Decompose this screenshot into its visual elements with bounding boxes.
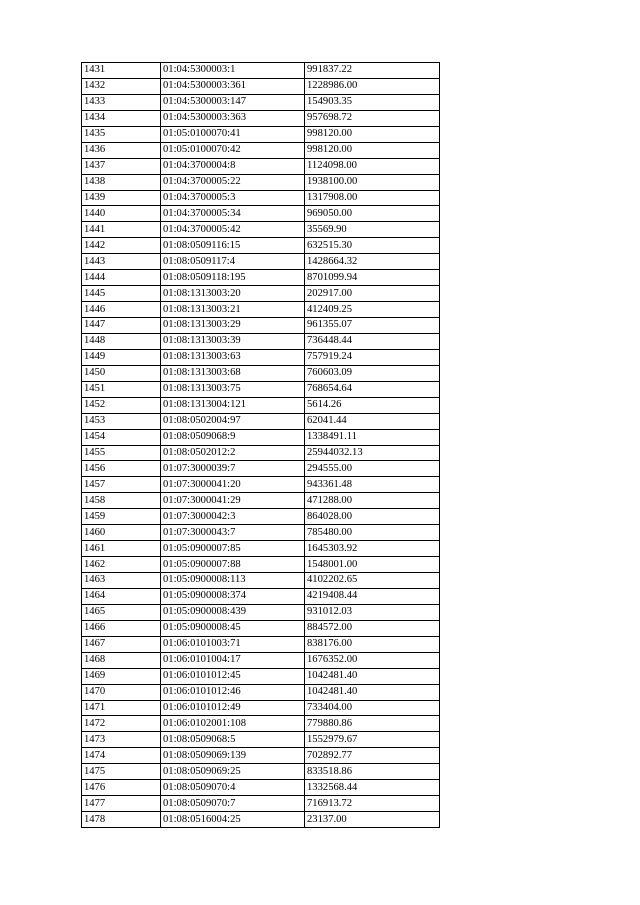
row-number-cell: 1437 <box>82 158 161 174</box>
cadastral-number-cell: 01:06:0102001:108 <box>161 716 305 732</box>
row-number-cell: 1477 <box>82 796 161 812</box>
value-cell: 884572.00 <box>305 620 440 636</box>
value-cell: 1332568.44 <box>305 780 440 796</box>
table-row <box>82 732 440 748</box>
cadastral-number-cell: 01:04:3700005:34 <box>161 206 305 222</box>
value-cell: 864028.00 <box>305 509 440 525</box>
row-number-cell: 1436 <box>82 142 161 158</box>
cadastral-number-cell: 01:06:0101012:45 <box>161 668 305 684</box>
row-number-cell: 1445 <box>82 286 161 302</box>
cadastral-number-cell: 01:08:0509068:5 <box>161 732 305 748</box>
row-number-cell: 1431 <box>82 63 161 79</box>
row-number-cell: 1466 <box>82 620 161 636</box>
table-row <box>82 588 440 604</box>
table-row <box>82 397 440 413</box>
value-cell: 62041.44 <box>305 413 440 429</box>
value-cell: 35569.90 <box>305 222 440 238</box>
cadastral-number-cell: 01:08:1313003:68 <box>161 365 305 381</box>
table-row <box>82 381 440 397</box>
value-cell: 23137.00 <box>305 812 440 828</box>
cadastral-number-cell: 01:08:1313003:63 <box>161 349 305 365</box>
value-cell: 1676352.00 <box>305 652 440 668</box>
value-cell: 785480.00 <box>305 525 440 541</box>
table-row <box>82 63 440 79</box>
table-row <box>82 668 440 684</box>
value-cell: 1938100.00 <box>305 174 440 190</box>
table-row <box>82 142 440 158</box>
row-number-cell: 1446 <box>82 302 161 318</box>
value-cell: 833518.86 <box>305 764 440 780</box>
value-cell: 4102202.65 <box>305 573 440 589</box>
table-row <box>82 190 440 206</box>
cadastral-number-cell: 01:05:0900008:113 <box>161 573 305 589</box>
value-cell: 1428664.32 <box>305 254 440 270</box>
cadastral-number-cell: 01:06:0101012:49 <box>161 700 305 716</box>
value-cell: 1042481.40 <box>305 668 440 684</box>
cadastral-number-cell: 01:05:0900008:45 <box>161 620 305 636</box>
row-number-cell: 1444 <box>82 270 161 286</box>
cadastral-number-cell: 01:05:0100070:41 <box>161 126 305 142</box>
cadastral-number-cell: 01:08:1313004:121 <box>161 397 305 413</box>
value-cell: 760603.09 <box>305 365 440 381</box>
value-cell: 25944032.13 <box>305 445 440 461</box>
row-number-cell: 1452 <box>82 397 161 413</box>
value-cell: 1317908.00 <box>305 190 440 206</box>
table-row <box>82 286 440 302</box>
table-row <box>82 541 440 557</box>
cadastral-number-cell: 01:08:0509117:4 <box>161 254 305 270</box>
value-cell: 998120.00 <box>305 126 440 142</box>
row-number-cell: 1470 <box>82 684 161 700</box>
row-number-cell: 1435 <box>82 126 161 142</box>
row-number-cell: 1462 <box>82 557 161 573</box>
row-number-cell: 1476 <box>82 780 161 796</box>
value-cell: 632515.30 <box>305 238 440 254</box>
row-number-cell: 1467 <box>82 636 161 652</box>
table-row <box>82 222 440 238</box>
cadastral-number-cell: 01:05:0900007:88 <box>161 557 305 573</box>
table-row <box>82 318 440 334</box>
value-cell: 1548001.00 <box>305 557 440 573</box>
value-cell: 969050.00 <box>305 206 440 222</box>
value-cell: 4219408.44 <box>305 588 440 604</box>
value-cell: 957698.72 <box>305 110 440 126</box>
table-row <box>82 461 440 477</box>
cadastral-number-cell: 01:07:3000043:7 <box>161 525 305 541</box>
table-row <box>82 636 440 652</box>
value-cell: 702892.77 <box>305 748 440 764</box>
value-cell: 779880.86 <box>305 716 440 732</box>
value-cell: 1228986.00 <box>305 78 440 94</box>
value-cell: 1124098.00 <box>305 158 440 174</box>
cadastral-number-cell: 01:08:1313003:21 <box>161 302 305 318</box>
table-row <box>82 110 440 126</box>
table-row <box>82 365 440 381</box>
table-row <box>82 620 440 636</box>
table-row <box>82 780 440 796</box>
table-row <box>82 716 440 732</box>
cadastral-number-cell: 01:05:0900008:439 <box>161 604 305 620</box>
cadastral-number-cell: 01:08:1313003:39 <box>161 333 305 349</box>
row-number-cell: 1433 <box>82 94 161 110</box>
table-row <box>82 333 440 349</box>
table-row <box>82 429 440 445</box>
row-number-cell: 1458 <box>82 493 161 509</box>
cadastral-number-cell: 01:08:0509068:9 <box>161 429 305 445</box>
cadastral-number-cell: 01:04:5300003:1 <box>161 63 305 79</box>
table-row <box>82 557 440 573</box>
row-number-cell: 1457 <box>82 477 161 493</box>
value-cell: 8701099.94 <box>305 270 440 286</box>
row-number-cell: 1432 <box>82 78 161 94</box>
row-number-cell: 1471 <box>82 700 161 716</box>
row-number-cell: 1447 <box>82 318 161 334</box>
table-row <box>82 126 440 142</box>
cadastral-number-cell: 01:04:5300003:361 <box>161 78 305 94</box>
row-number-cell: 1463 <box>82 573 161 589</box>
table-row <box>82 796 440 812</box>
value-cell: 471288.00 <box>305 493 440 509</box>
value-cell: 768654.64 <box>305 381 440 397</box>
value-cell: 757919.24 <box>305 349 440 365</box>
table-row <box>82 238 440 254</box>
cadastral-number-cell: 01:08:0502004:97 <box>161 413 305 429</box>
table-row <box>82 94 440 110</box>
cadastral-number-cell: 01:05:0900007:85 <box>161 541 305 557</box>
table-row <box>82 445 440 461</box>
value-cell: 991837.22 <box>305 63 440 79</box>
row-number-cell: 1459 <box>82 509 161 525</box>
cadastral-number-cell: 01:08:1313003:20 <box>161 286 305 302</box>
cadastral-number-cell: 01:08:1313003:29 <box>161 318 305 334</box>
row-number-cell: 1448 <box>82 333 161 349</box>
row-number-cell: 1475 <box>82 764 161 780</box>
cadastral-number-cell: 01:04:3700005:42 <box>161 222 305 238</box>
cadastral-number-cell: 01:04:3700004:8 <box>161 158 305 174</box>
cadastral-number-cell: 01:08:0509116:15 <box>161 238 305 254</box>
table-row <box>82 349 440 365</box>
row-number-cell: 1468 <box>82 652 161 668</box>
value-cell: 998120.00 <box>305 142 440 158</box>
value-cell: 961355.07 <box>305 318 440 334</box>
row-number-cell: 1456 <box>82 461 161 477</box>
cadastral-number-cell: 01:08:0509069:25 <box>161 764 305 780</box>
table-row <box>82 78 440 94</box>
cadastral-number-cell: 01:08:0509070:4 <box>161 780 305 796</box>
table-row <box>82 413 440 429</box>
cadastral-number-cell: 01:08:0509069:139 <box>161 748 305 764</box>
row-number-cell: 1469 <box>82 668 161 684</box>
cadastral-number-cell: 01:04:3700005:22 <box>161 174 305 190</box>
row-number-cell: 1450 <box>82 365 161 381</box>
row-number-cell: 1440 <box>82 206 161 222</box>
table-row <box>82 604 440 620</box>
row-number-cell: 1449 <box>82 349 161 365</box>
table-row <box>82 573 440 589</box>
row-number-cell: 1454 <box>82 429 161 445</box>
row-number-cell: 1438 <box>82 174 161 190</box>
cadastral-number-cell: 01:04:5300003:147 <box>161 94 305 110</box>
row-number-cell: 1472 <box>82 716 161 732</box>
table-row <box>82 812 440 828</box>
row-number-cell: 1455 <box>82 445 161 461</box>
value-cell: 1552979.67 <box>305 732 440 748</box>
value-cell: 931012.03 <box>305 604 440 620</box>
value-cell: 294555.00 <box>305 461 440 477</box>
table-row <box>82 509 440 525</box>
value-cell: 202917.00 <box>305 286 440 302</box>
cadastral-number-cell: 01:05:0900008:374 <box>161 588 305 604</box>
table-row <box>82 684 440 700</box>
table-row <box>82 254 440 270</box>
table-row <box>82 700 440 716</box>
table-row <box>82 302 440 318</box>
cadastral-number-cell: 01:07:3000041:29 <box>161 493 305 509</box>
row-number-cell: 1439 <box>82 190 161 206</box>
cadastral-number-cell: 01:08:1313003:75 <box>161 381 305 397</box>
table-row <box>82 206 440 222</box>
row-number-cell: 1460 <box>82 525 161 541</box>
table-row <box>82 493 440 509</box>
value-cell: 943361.48 <box>305 477 440 493</box>
value-cell: 1645303.92 <box>305 541 440 557</box>
value-cell: 736448.44 <box>305 333 440 349</box>
table-row <box>82 174 440 190</box>
row-number-cell: 1453 <box>82 413 161 429</box>
cadastral-number-cell: 01:08:0502012:2 <box>161 445 305 461</box>
row-number-cell: 1434 <box>82 110 161 126</box>
row-number-cell: 1464 <box>82 588 161 604</box>
cadastral-number-cell: 01:08:0516004:25 <box>161 812 305 828</box>
value-cell: 412409.25 <box>305 302 440 318</box>
table-row <box>82 477 440 493</box>
row-number-cell: 1465 <box>82 604 161 620</box>
cadastral-number-cell: 01:08:0509118:195 <box>161 270 305 286</box>
cadastral-number-cell: 01:04:5300003:363 <box>161 110 305 126</box>
cadastral-number-cell: 01:06:0101003:71 <box>161 636 305 652</box>
cadastral-number-cell: 01:04:3700005:3 <box>161 190 305 206</box>
table-row <box>82 525 440 541</box>
table-body <box>82 63 440 828</box>
data-table <box>81 62 440 828</box>
row-number-cell: 1442 <box>82 238 161 254</box>
cadastral-number-cell: 01:05:0100070:42 <box>161 142 305 158</box>
cadastral-number-cell: 01:08:0509070:7 <box>161 796 305 812</box>
row-number-cell: 1443 <box>82 254 161 270</box>
row-number-cell: 1451 <box>82 381 161 397</box>
value-cell: 838176.00 <box>305 636 440 652</box>
value-cell: 154903.35 <box>305 94 440 110</box>
value-cell: 1042481.40 <box>305 684 440 700</box>
table-row <box>82 270 440 286</box>
row-number-cell: 1473 <box>82 732 161 748</box>
table-row <box>82 748 440 764</box>
cadastral-number-cell: 01:06:0101004:17 <box>161 652 305 668</box>
cadastral-number-cell: 01:06:0101012:46 <box>161 684 305 700</box>
row-number-cell: 1478 <box>82 812 161 828</box>
value-cell: 733404.00 <box>305 700 440 716</box>
cadastral-number-cell: 01:07:3000042:3 <box>161 509 305 525</box>
value-cell: 5614.26 <box>305 397 440 413</box>
table-row <box>82 652 440 668</box>
value-cell: 1338491.11 <box>305 429 440 445</box>
row-number-cell: 1441 <box>82 222 161 238</box>
row-number-cell: 1461 <box>82 541 161 557</box>
table-row <box>82 158 440 174</box>
table-row <box>82 764 440 780</box>
cadastral-number-cell: 01:07:3000039:7 <box>161 461 305 477</box>
value-cell: 716913.72 <box>305 796 440 812</box>
row-number-cell: 1474 <box>82 748 161 764</box>
cadastral-number-cell: 01:07:3000041:20 <box>161 477 305 493</box>
